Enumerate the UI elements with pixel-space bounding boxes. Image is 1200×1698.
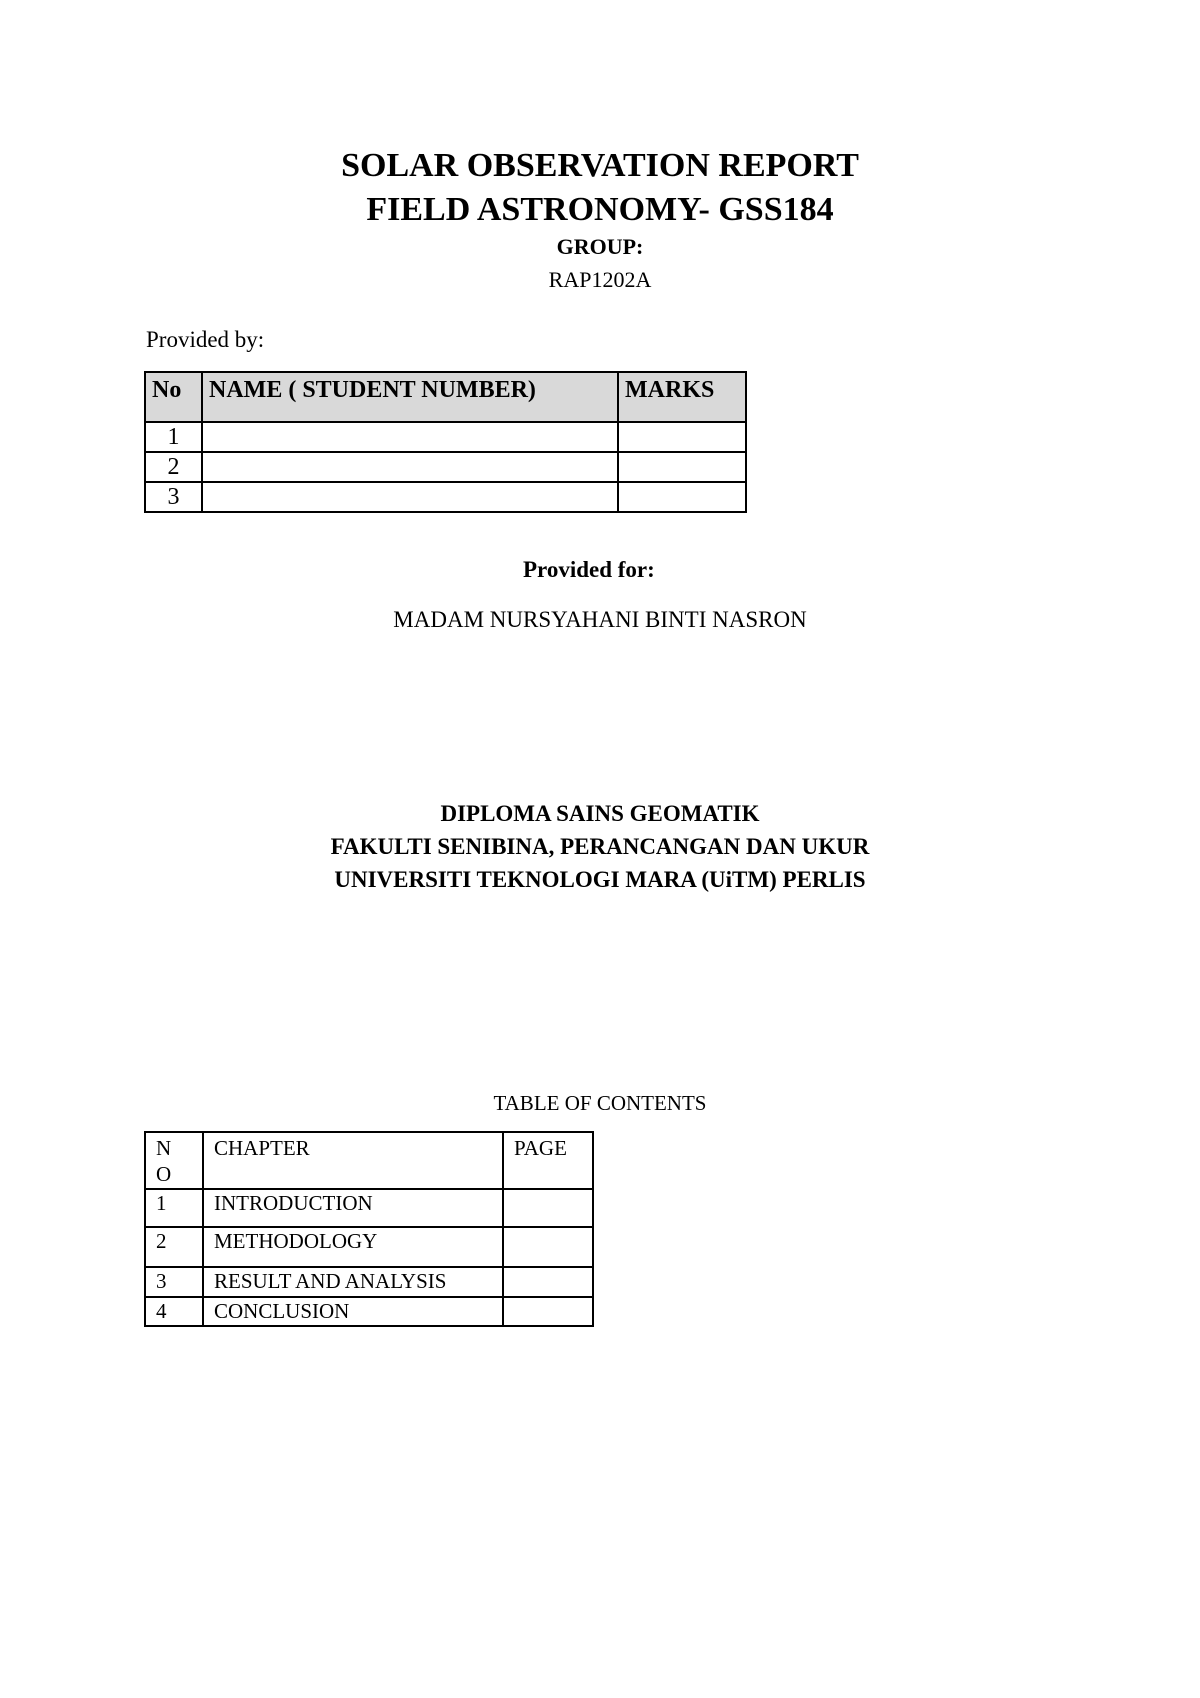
toc-row-no: 3 — [145, 1267, 203, 1297]
toc-row-page — [503, 1227, 593, 1267]
toc-row-chapter: METHODOLOGY — [203, 1227, 503, 1267]
column-header-no: No — [145, 372, 202, 422]
row-name — [202, 422, 618, 452]
group-label: GROUP: — [556, 234, 644, 259]
column-header-name: NAME ( STUDENT NUMBER) — [202, 372, 618, 422]
row-marks — [618, 452, 746, 482]
row-marks — [618, 422, 746, 452]
toc-row-no: 1 — [145, 1189, 203, 1227]
toc-table — [144, 1131, 594, 1327]
provided-by-label: Provided by: — [146, 327, 265, 352]
toc-row-page — [503, 1267, 593, 1297]
toc-heading: TABLE OF CONTENTS — [493, 1091, 707, 1115]
table-row — [145, 1267, 593, 1297]
faculty-name: FAKULTI SENIBINA, PERANCANGAN DAN UKUR — [330, 834, 870, 859]
university-name: UNIVERSITI TEKNOLOGI MARA (UiTM) PERLIS — [334, 867, 866, 892]
toc-row-no: 2 — [145, 1227, 203, 1267]
program-name: DIPLOMA SAINS GEOMATIK — [440, 801, 760, 826]
column-header-page: PAGE — [503, 1132, 593, 1189]
report-title: SOLAR OBSERVATION REPORT — [341, 147, 859, 184]
toc-row-no: 4 — [145, 1297, 203, 1326]
table-row — [145, 1227, 593, 1267]
group-value: RAP1202A — [548, 267, 652, 292]
table-row — [145, 1297, 593, 1326]
provided-for-label: Provided for: — [523, 557, 655, 582]
row-no: 2 — [145, 452, 202, 482]
toc-row-page — [503, 1189, 593, 1227]
column-header-no: N O — [145, 1132, 203, 1189]
course-title: FIELD ASTRONOMY- GSS184 — [366, 191, 834, 228]
row-marks — [618, 482, 746, 512]
row-no: 3 — [145, 482, 202, 512]
row-no: 1 — [145, 422, 202, 452]
toc-row-chapter: CONCLUSION — [203, 1297, 503, 1326]
table-row — [145, 1189, 593, 1227]
column-header-chapter: CHAPTER — [203, 1132, 503, 1189]
row-name — [202, 452, 618, 482]
table-row — [145, 452, 746, 482]
members-table-header-row — [145, 372, 746, 422]
table-row — [145, 482, 746, 512]
members-table — [144, 371, 747, 513]
row-name — [202, 482, 618, 512]
lecturer-name: MADAM NURSYAHANI BINTI NASRON — [393, 607, 807, 632]
column-header-marks: MARKS — [618, 372, 746, 422]
toc-row-page — [503, 1297, 593, 1326]
table-row — [145, 422, 746, 452]
toc-header-row — [145, 1132, 593, 1189]
toc-row-chapter: INTRODUCTION — [203, 1189, 503, 1227]
toc-row-chapter: RESULT AND ANALYSIS — [203, 1267, 503, 1297]
